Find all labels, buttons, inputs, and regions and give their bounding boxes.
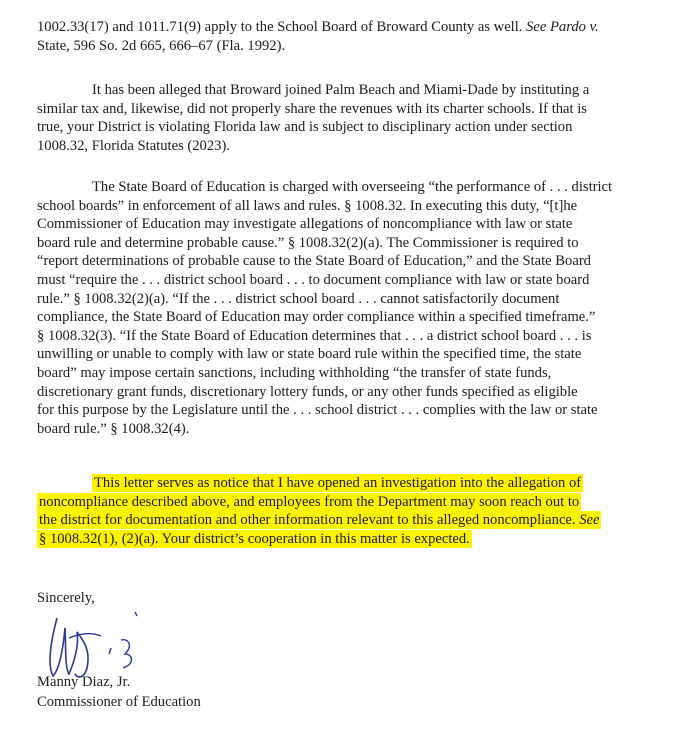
text-line: The State Board of Education is charged with overseeing “the performance of . . . district	[92, 179, 613, 195]
paragraph-authority	[37, 178, 612, 438]
signature-block	[37, 590, 297, 730]
paragraph-allegation	[37, 81, 589, 155]
text-line: It has been alleged that Broward joined Palm Beach and Miami-Dade by instituting a	[92, 82, 590, 98]
text-line: board rule.” § 1008.32(4).	[37, 420, 190, 437]
closing: Sincerely,	[37, 590, 95, 606]
case-citation: See Pardo v.	[526, 19, 599, 35]
text-line: board rule and determine probable cause.” § 1008.32(2)(a). The Commissioner is required to	[37, 234, 579, 251]
paragraph-continuation	[37, 18, 599, 55]
text-line: for this purpose by the Legislature until the . . . school district . . . complies with the law or state	[37, 402, 598, 419]
text-line: similar tax and, likewise, did not properly share the revenues with its charter schools. If that is	[37, 100, 587, 117]
see-signal: See	[579, 512, 600, 529]
case-citation-cont: State, 596 So. 2d 665, 666–67 (Fla. 1992).	[37, 37, 286, 54]
text-line: true, your District is violating Florida law and is subject to disciplinary action under section	[37, 119, 573, 136]
text-line: discretionary grant funds, discretionary lottery funds, or any other funds specified as eligible	[37, 383, 578, 400]
text-line: board” may impose certain sanctions, including withholding “the transfer of state funds,	[37, 364, 552, 381]
text-line: rule.” § 1008.32(2)(a). “If the . . . district school board . . . cannot satisfactorily document	[37, 290, 560, 307]
text-line: § 1008.32(3). “If the State Board of Education determines that . . . a district school board . . . is	[37, 327, 592, 344]
paragraph-notice-highlighted	[37, 474, 601, 548]
highlighted-text: the district for documentation and other information relevant to this alleged noncompliance.	[39, 512, 580, 529]
highlighted-text: § 1008.32(1), (2)(a). Your district’s cooperation in this matter is expected.	[39, 530, 470, 547]
text-line: Commissioner of Education may investigate allegations of noncompliance with law or state	[37, 216, 573, 233]
text-line: unwilling or unable to comply with law or state board rule within the specified time, the state	[37, 346, 582, 363]
text-line: 1002.33(17) and 1011.71(9) apply to the School Board of Broward County as well.	[37, 19, 527, 35]
signer-name: Manny Diaz, Jr.	[37, 674, 131, 690]
text-line: compliance, the State Board of Education may order compliance within a specified timeframe.”	[37, 309, 596, 326]
text-line: school boards” in enforcement of all laws and rules. § 1008.32. In executing this duty, “[t]he	[37, 197, 578, 214]
signer-title: Commissioner of Education	[37, 694, 201, 710]
highlighted-text: This letter serves as notice that I have opened an investigation into the allegation of	[94, 475, 582, 491]
text-line: must “require the . . . district school board . . . to document compliance with law or state board	[37, 271, 590, 288]
text-line: 1008.32, Florida Statutes (2023).	[37, 137, 230, 154]
highlighted-text: noncompliance described above, and employees from the Department may soon reach out to	[39, 493, 580, 510]
text-line: “report determinations of probable cause to the State Board of Education,” and the State Board	[37, 253, 591, 270]
handwritten-signature	[39, 610, 149, 682]
